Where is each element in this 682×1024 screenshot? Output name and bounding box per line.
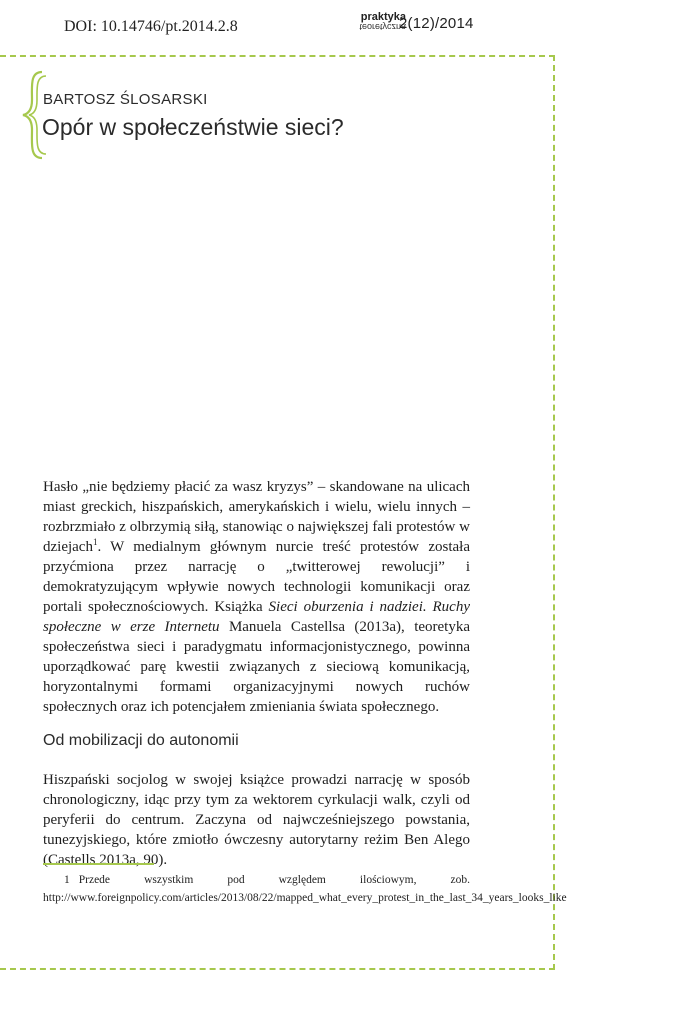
intro-text-part3: Manuela Castellsa (2013a), teoretyka społeczeństwa sieci i paradygmatu informacjonistycznego, powinna uporządkować parę kwestii związanych z sieciową komunikacją, horyzontalnymi formami organizacyjnymi nowych ruchów społecznych oraz ich potencjałem zmieniania świata społecznego. [43, 619, 470, 715]
footnote [43, 871, 567, 907]
article-title: Opór w społeczeństwie sieci? [42, 114, 344, 140]
doi-label: DOI: 10.14746/pt.2014.2.8 [64, 18, 238, 35]
journal-name: praktyka [360, 11, 406, 23]
intro-text-part1: Hasło „nie będziemy płacić za wasz kryzys” – skandowane na ulicach miast greckich, hiszpańskich, amerykańskich i wielu, wielu innych – rozbrzmiało z olbrzymią siłą, stanowiąc o największej fali protestów w dziejach [43, 479, 470, 555]
section-heading: Od mobilizacji do autonomii [43, 732, 239, 749]
section-paragraph: Hiszpański socjolog w swojej książce prowadzi narrację w sposób chronologiczny, idąc przy tym za wektorem cyrkulacji walk, czyli od peryferii do centrum. Zaczyna od najwcześniejszego powstania, tunezyjskiego, które zmiotło ówczesny autorytarny reżim Ben Alego (Castells 2013a, 90). [43, 772, 470, 868]
footnote-text: Przede wszystkim pod względem ilościowym, zob. http://www.foreignpolicy.com/articles/2013/08/22/mapped_what_every_protest_in_the_last_34_years_looks_like [43, 874, 567, 904]
footnote-number: 1 [64, 874, 70, 886]
journal-subtitle: teoretyczna [359, 22, 406, 32]
issue-number: 2(12)/2014 [399, 15, 474, 32]
author-name: BARTOSZ ŚLOSARSKI [43, 91, 208, 108]
intro-text-part2: . W medialnym głównym nurcie treść protestów została przyćmiona przez narrację o „twitterowej rewolucji” i demokratyzującym wpływie nowych technologii komunikacji oraz portali społecznościowych. Książka [43, 539, 470, 615]
footnote-reference[interactable]: 1 [92, 537, 98, 547]
footnote-divider [43, 863, 154, 865]
journal-masthead [340, 11, 472, 41]
page-frame-bottom [0, 968, 555, 970]
intro-paragraph [43, 477, 470, 717]
book-title: Sieci oburzenia i nadziei. Ruchy społeczne w erze Internetu [43, 599, 470, 635]
